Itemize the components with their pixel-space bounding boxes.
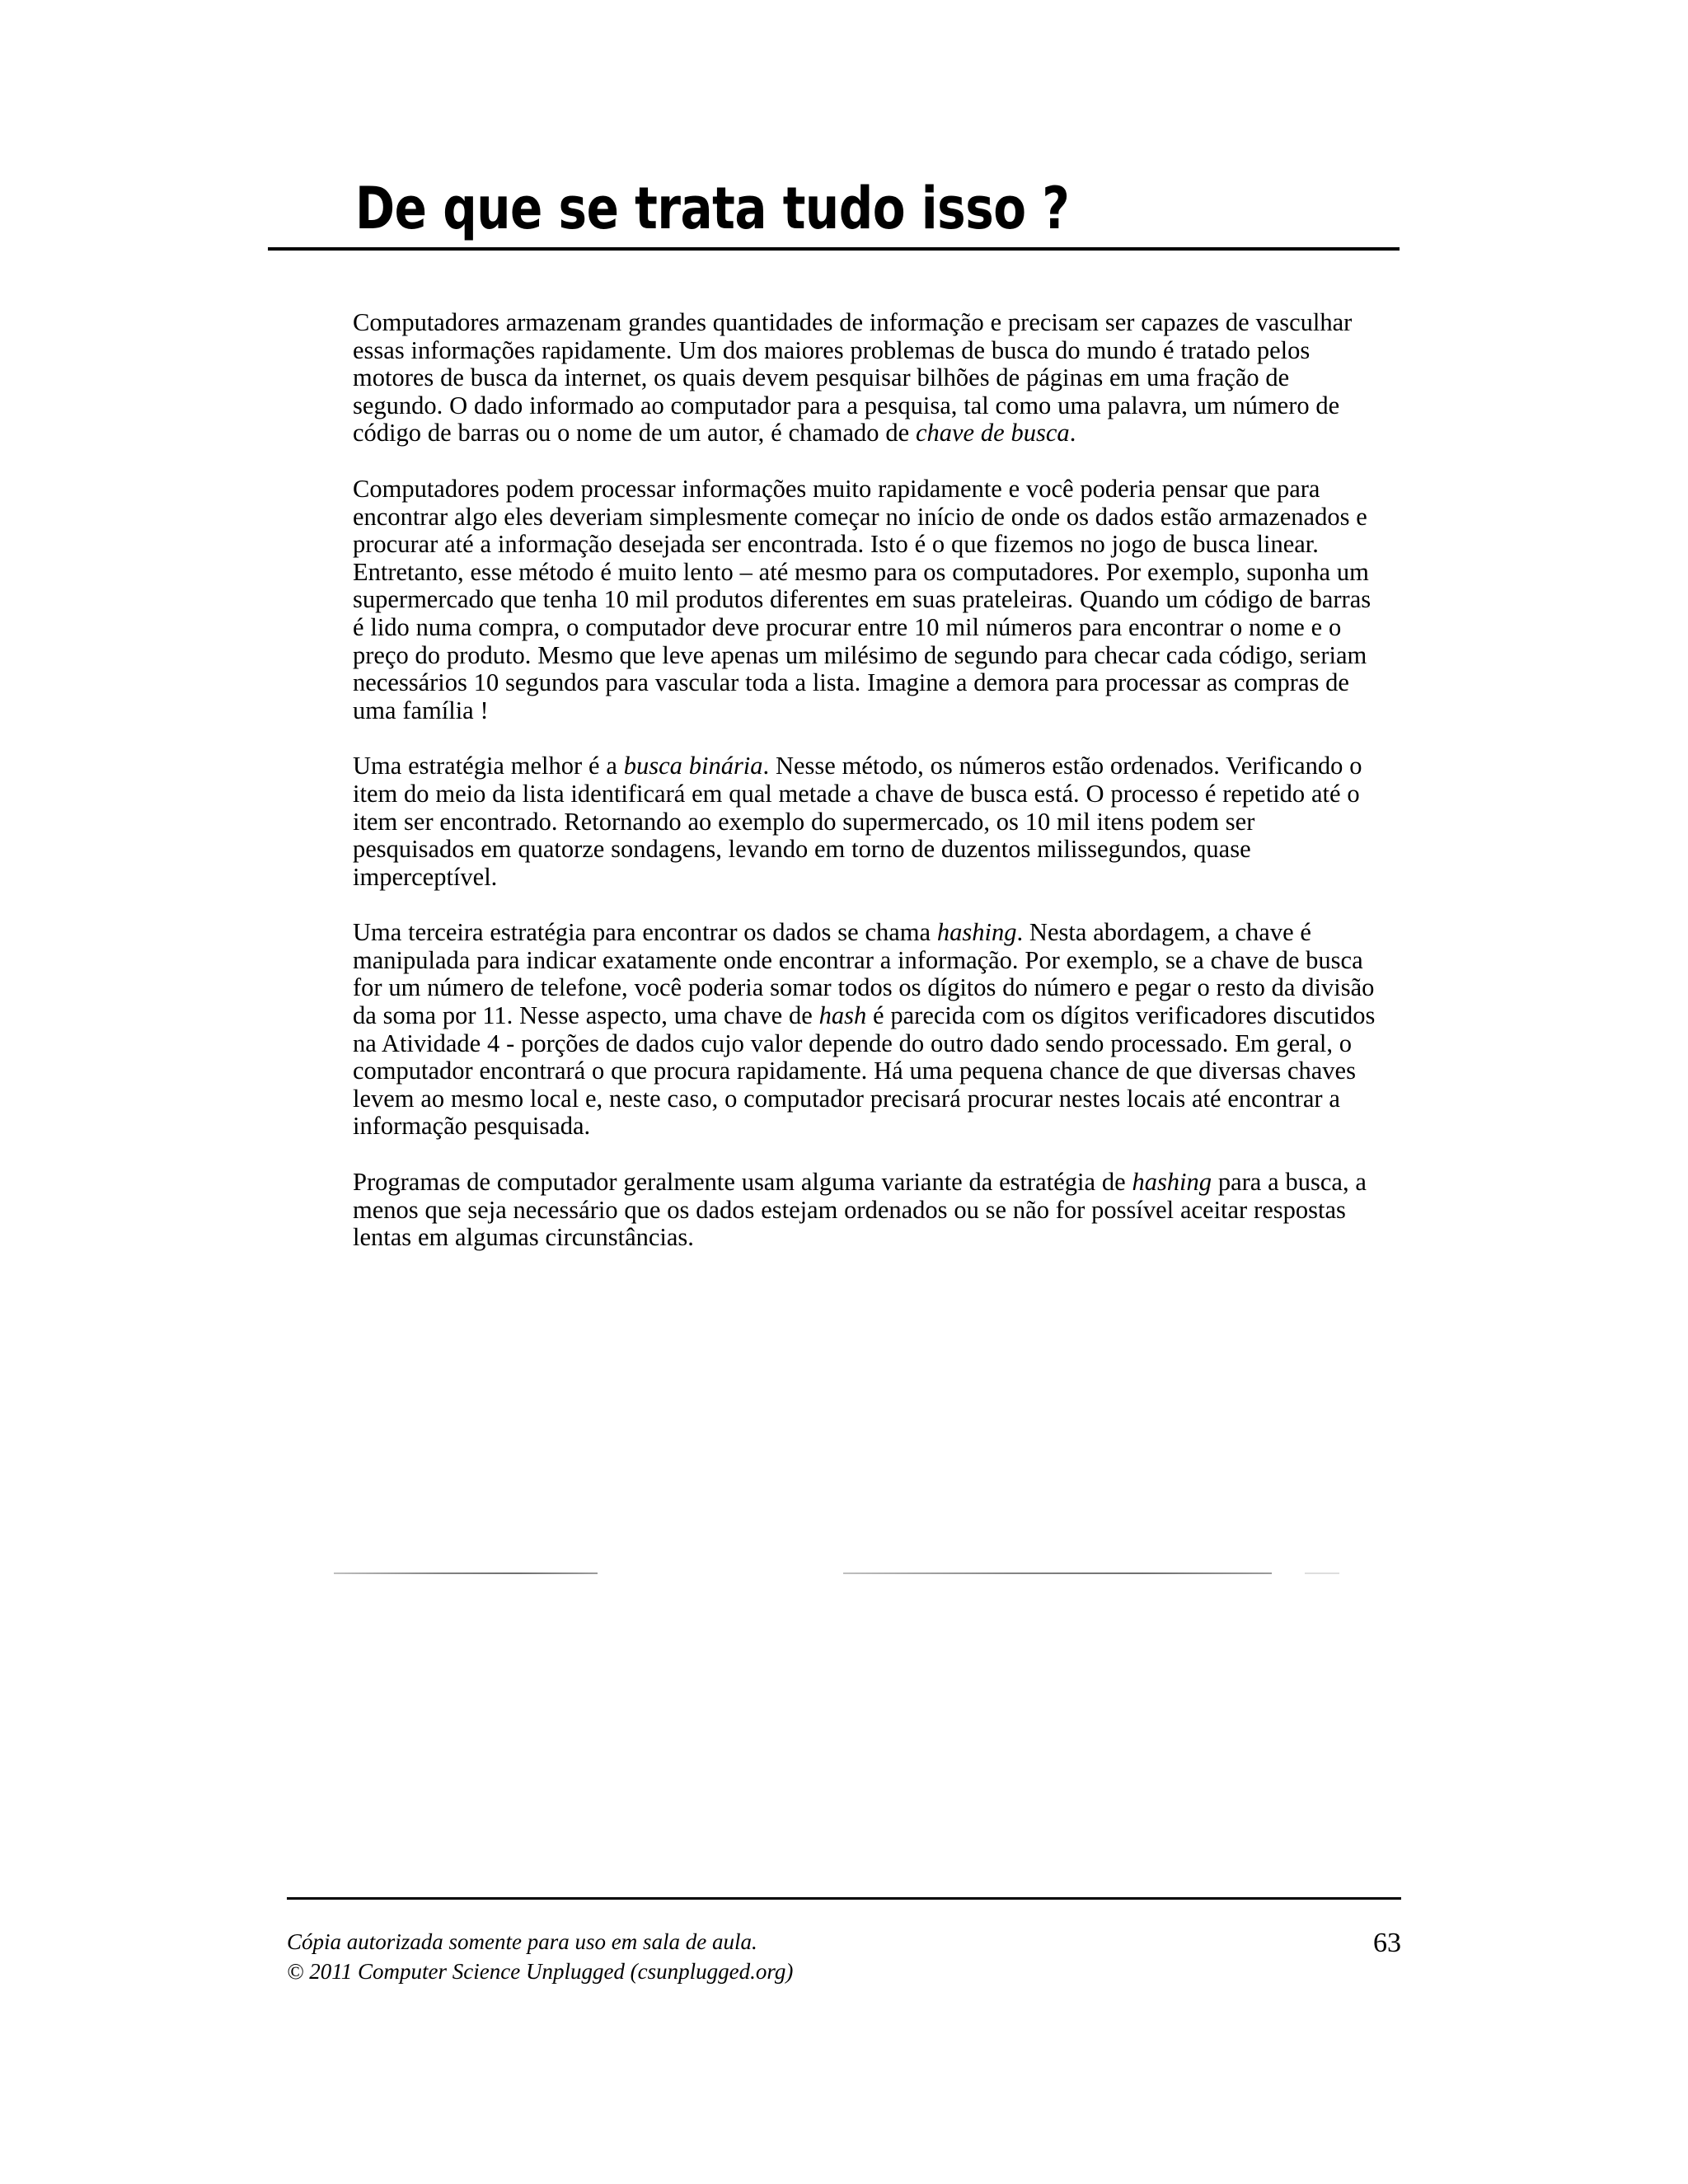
text-run: . Nesse método, os números estão ordenados. Verificando o item do meio da lista identificará em qual metade a chave de busca está. O processo é repetido até o item ser encontrado. Retornando ao exemplo do supermercado, os 10 mil itens podem ser pesquisados em quatorze sondagens, levando em torno de duzentos milissegundos, quase imperceptível. [353,752,1362,891]
faint-divider-segment-1 [334,1572,598,1574]
emphasized-term: busca binária [623,752,763,780]
text-run: Computadores armazenam grandes quantidades de informação e precisam ser capazes de vasculhar essas informações rapidamente. Um dos maiores problemas de busca do mundo é tratado pelos motores de busca da internet, os quais devem pesquisar bilhões de páginas em uma fração de segundo. O dado informado ao computador para a pesquisa, tal como uma palavra, um número de código de barras ou o nome de um autor, é chamado de [353,308,1353,448]
body-content [353,309,1381,1252]
paragraph-4 [353,919,1381,1141]
text-run: Uma estratégia melhor é a [353,752,624,780]
footer-copyright-line-1: Cópia autorizada somente para uso em sala de aula. [287,1929,757,1954]
text-run: Programas de computador geralmente usam alguma variante da estratégia de [353,1168,1132,1197]
emphasized-term: hashing [1132,1168,1212,1197]
page-footer [287,1927,1401,1986]
emphasized-term: hashing [936,918,1017,947]
text-run: . Nesta abordagem, a chave é manipulada para indicar exatamente onde encontrar a informação. Por exemplo, se a chave de busca for um número de telefone, você poderia somar todos os dígitos do número e pegar o resto da divisão da soma por 11. Nesse aspecto, uma chave de [353,918,1375,1030]
title-block [268,175,1401,251]
faint-divider-segment-3 [1305,1572,1339,1574]
emphasized-term: chave de busca [915,419,1070,448]
faint-divider-segment-2 [843,1572,1272,1574]
text-run: Uma terceira estratégia para encontrar os dados se chama [353,918,937,947]
text-run: Computadores podem processar informações muito rapidamente e você poderia pensar que para encontrar algo eles deveriam simplesmente começar no início de onde os dados estão armazenados e procurar até a informação desejada ser encontrada. Isto é o que fizemos no jogo de busca linear. Entretanto, esse método é muito lento – até mesmo para os computadores. Por exemplo, suponha um supermercado que tenha 10 mil produtos diferentes em suas prateleiras. Quando um código de barras é lido numa compra, o computador deve procurar entre 10 mil números para encontrar o nome e o preço do produto. Mesmo que leve apenas um milésimo de segundo para checar cada código, seriam necessários 10 segundos para vascular toda a lista. Imagine a demora para processar as compras de uma família ! [353,474,1372,724]
text-run: . [1069,419,1076,448]
paragraph-3 [353,752,1381,891]
text-run: é parecida com os dígitos verificadores discutidos na Atividade 4 - porções de dados cujo valor depende do outro dado sendo processado. Em geral, o computador encontrará o que procura rapidamente. Há uma pequena chance de que diversas chaves levem ao mesmo local e, neste caso, o computador precisará procurar nestes locais até encontrar a informação pesquisada. [353,1001,1376,1141]
paragraph-1 [353,309,1381,448]
paragraph-5 [353,1169,1381,1252]
title-divider [268,247,1400,251]
emphasized-term: hash [818,1001,867,1030]
page-title: De que se trata tudo isso ? [355,175,1070,242]
faint-divider-group [334,1572,1364,1577]
footer-divider [287,1897,1401,1900]
text-run: para a busca, a menos que seja necessário que os dados estejam ordenados ou se não for possível aceitar respostas lentas em algumas circunstâncias. [353,1168,1367,1252]
page-number: 63 [1373,1928,1401,1958]
footer-copyright-line-2: © 2011 Computer Science Unplugged (csunplugged.org) [287,1959,794,1984]
paragraph-2 [353,476,1381,724]
